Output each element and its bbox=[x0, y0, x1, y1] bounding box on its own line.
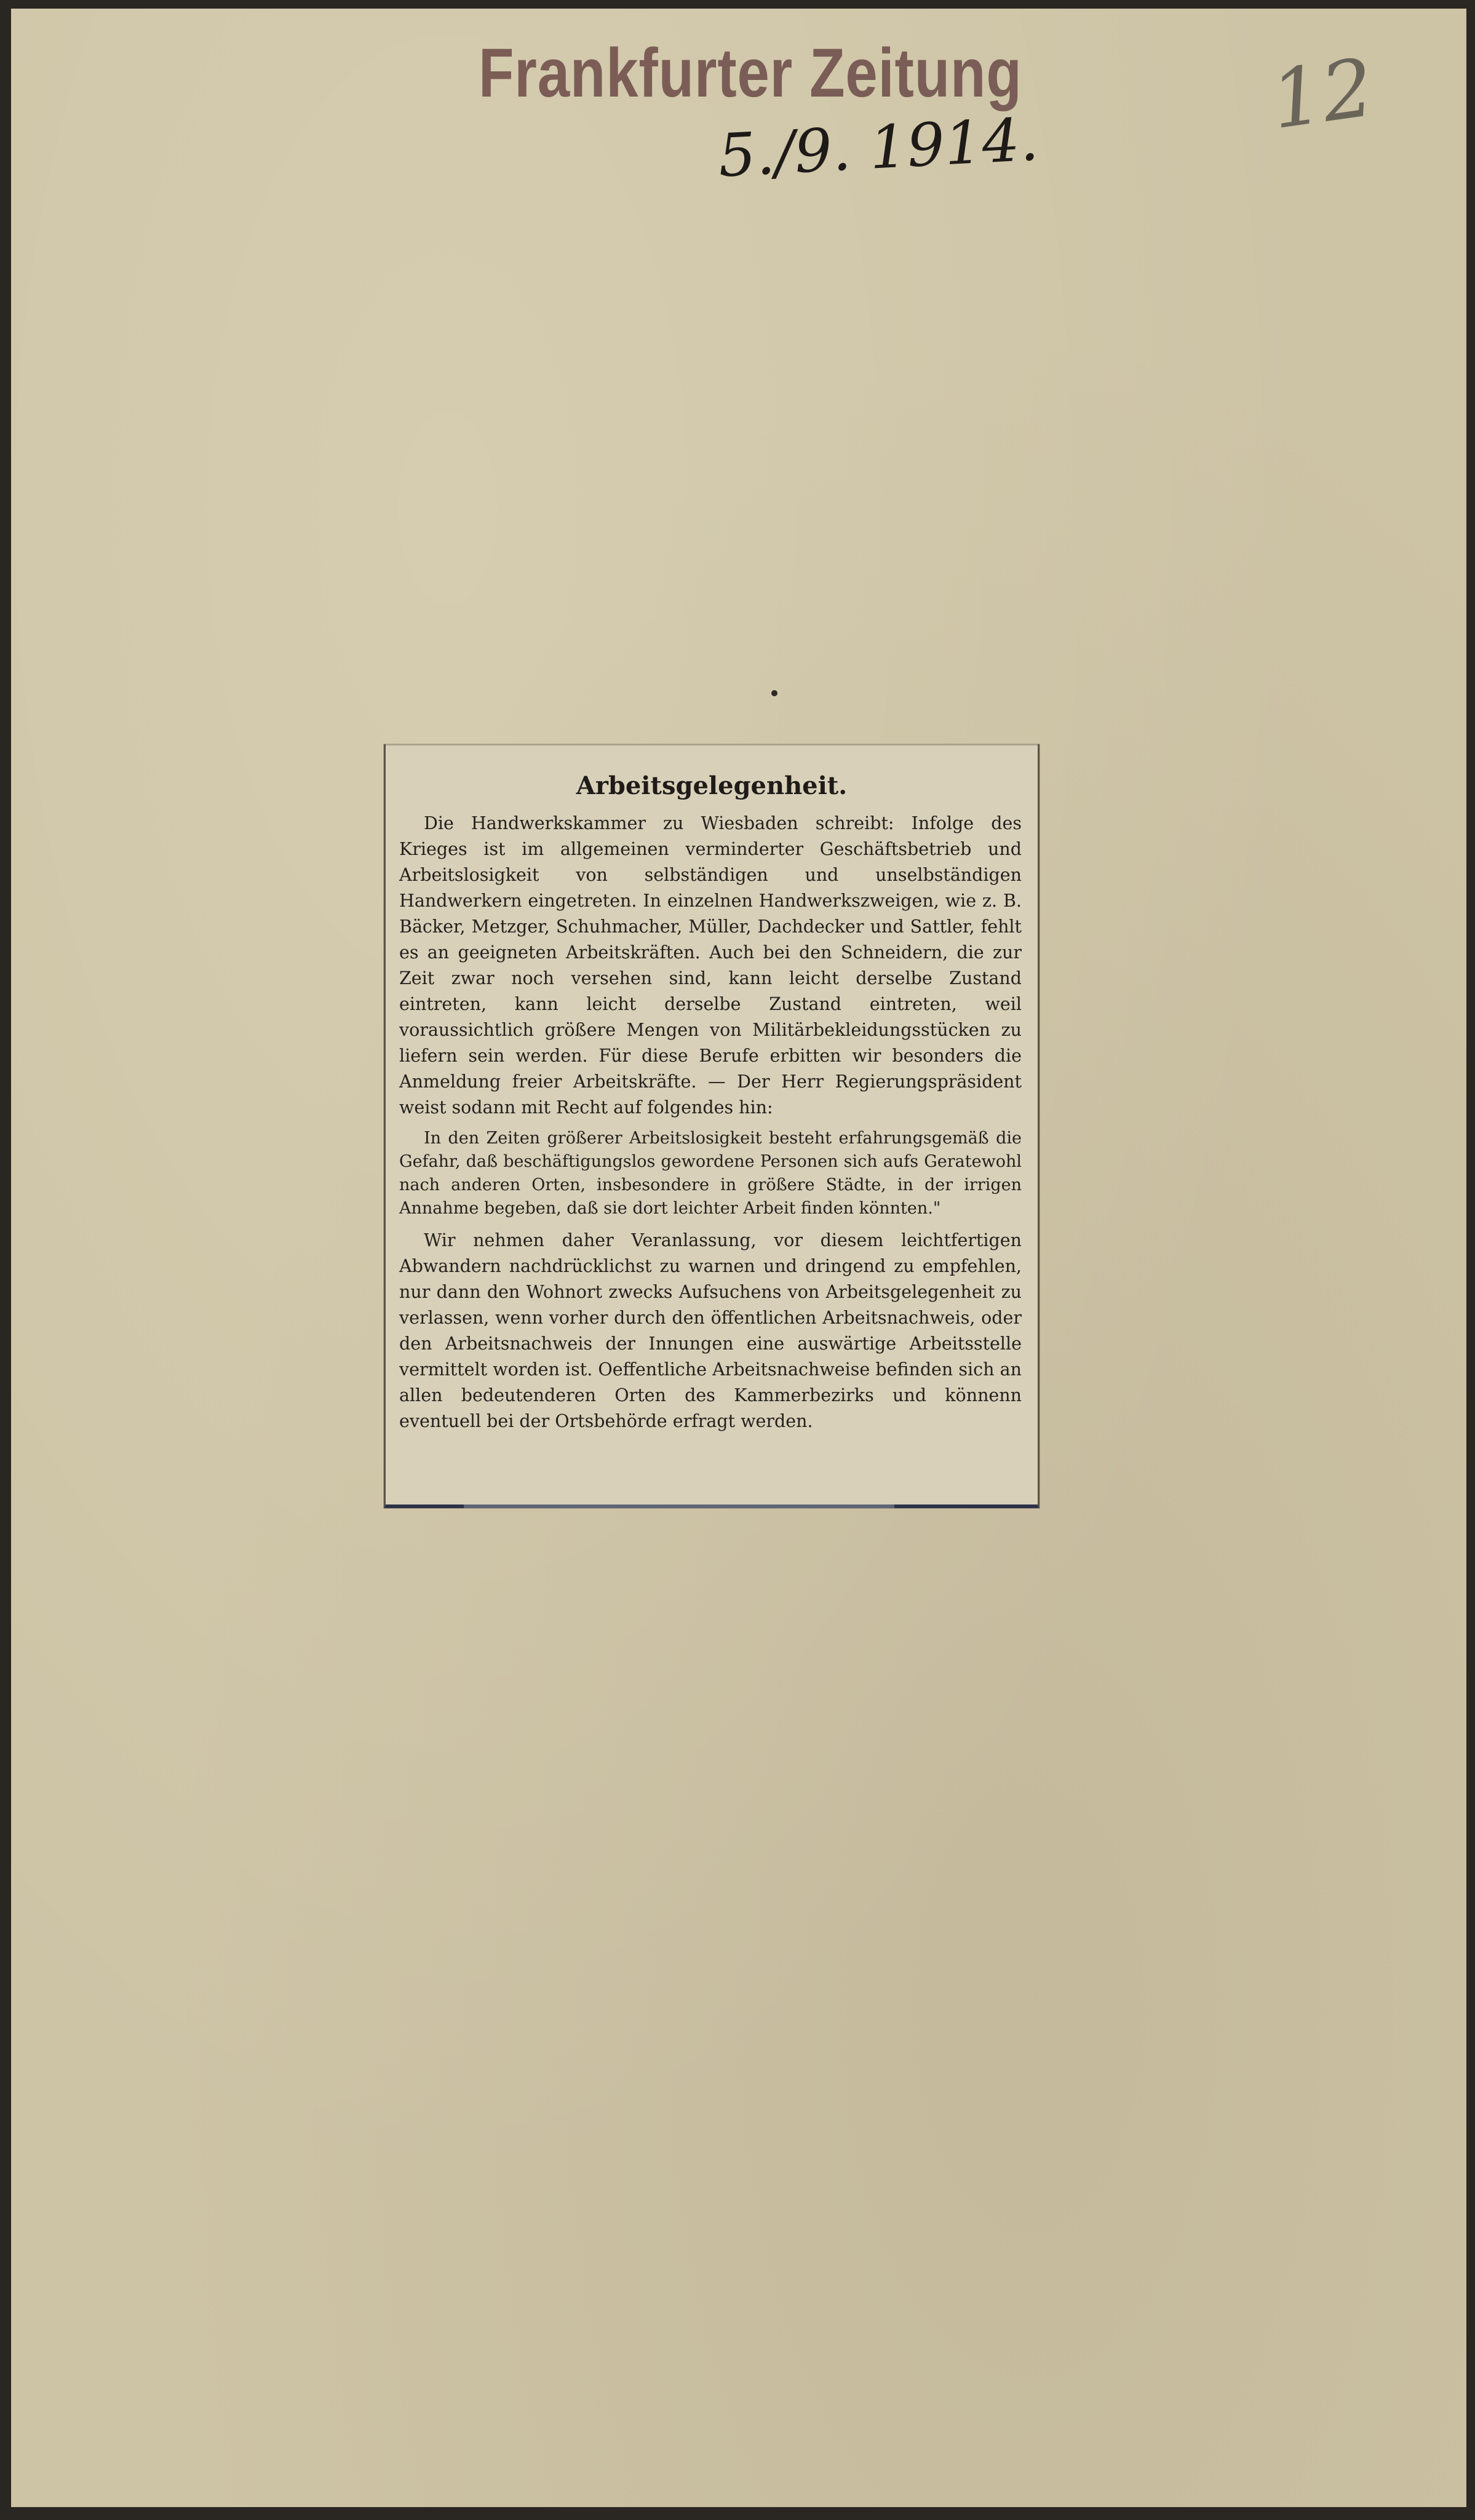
newspaper-stamp: Frankfurter Zeitung bbox=[479, 34, 1022, 111]
article-quote-paragraph: In den Zeiten größerer Arbeitslosigkeit besteht erfahrungsgemäß die Gefahr, daß beschäftigungslos gewordene Personen sich aufs Geratewohl nach anderen Orten, insbesondere in größere Städte, in der irrigen Annahme begeben, daß sie dort leichter Arbeit finden könnten." bbox=[399, 1129, 1022, 1218]
clipping-article bbox=[399, 811, 1022, 1438]
clipping-headline: Arbeitsgelegenheit. bbox=[576, 771, 848, 800]
article-paragraph: Wir nehmen daher Veranlassung, vor diesem leichtfertigen Abwandern nachdrücklichst zu warnen und dringend zu empfehlen, nur dann den Wohnort zwecks Aufsuchens von Arbeitsgelegenheit zu verlassen, wenn vorher durch den öffentlichen Arbeitsnachweis, oder den Arbeitsnachweis der Innungen eine auswärtige Arbeitsstelle vermittelt worden ist. Oeffentliche Arbeitsnachweise befinden sich an allen bedeutenderen Orten des Kammerbezirks und könnenn eventuell bei der Ortsbehörde erfragt werden. bbox=[399, 1230, 1022, 1431]
clipping-bottom-edge bbox=[386, 1504, 1038, 1508]
ink-dot bbox=[771, 690, 777, 696]
newspaper-clipping bbox=[384, 744, 1040, 1508]
clipping-top-edge bbox=[386, 744, 1038, 745]
article-paragraph: Die Handwerkskammer zu Wiesbaden schreibt: Infolge des Krieges ist im allgemeinen verminderter Geschäftsbetrieb und Arbeitslosigkeit von selbständigen und unselbständigen Handwerkern eingetreten. In einzelnen Handwerkszweigen, wie z. B. Bäcker, Metzger, Schuhmacher, Müller, Dachdecker und Sattler, fehlt es an geeigneten Arbeitskräften. Auch bei den Schneidern, die zur Zeit zwar noch versehen sind, kann leicht derselbe Zustand eintreten, kann leicht derselbe Zustand eintreten, weil voraussichtlich größere Mengen von Militärbekleidungsstücken zu liefern sein werden. Für diese Berufe erbitten wir besonders die Anmeldung freier Arbeitskräfte. — Der Herr Regierungspräsident weist sodann mit Recht auf folgendes hin: bbox=[399, 813, 1022, 1118]
handwritten-date: 5./9. 1914. bbox=[716, 105, 1040, 191]
handwritten-page-number: 12 bbox=[1265, 40, 1380, 148]
archive-sheet bbox=[11, 9, 1466, 2507]
